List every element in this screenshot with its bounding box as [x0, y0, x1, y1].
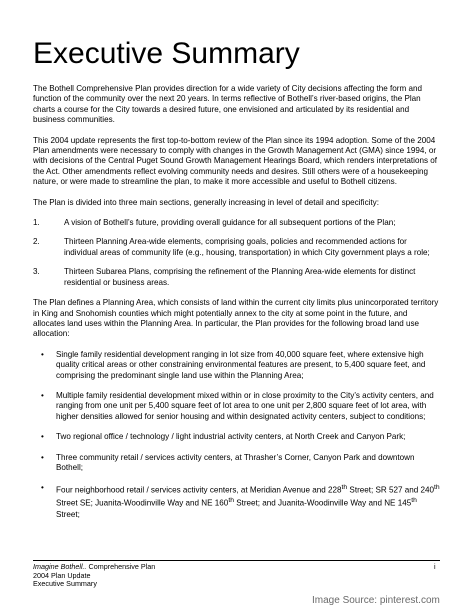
bullet-item	[41, 483, 441, 520]
bullet-item	[41, 453, 441, 474]
footer-divider	[33, 560, 440, 561]
bullet-text	[56, 483, 441, 520]
item-text: Thirteen Planning Area-wide elements, comprising goals, policies and recommended actions for individual areas of community life (e.g., housing, transportation) in which City government plays a role;	[64, 237, 430, 257]
bullet-icon: •	[41, 390, 44, 400]
bullet-text-part: Street SE; Juanita-Woodinville Way and NE 160	[56, 499, 229, 509]
ordinal-suffix: th	[341, 484, 348, 492]
footer-italic-text: Imagine Bothell..	[33, 562, 87, 571]
numbered-list	[33, 218, 441, 288]
bullet-list	[33, 350, 441, 520]
bullet-icon: •	[41, 432, 44, 442]
bullet-text-part: Street; and Juanita-Woodinville Way and NE 145	[233, 499, 412, 509]
sections-intro-paragraph: The Plan is divided into three main sections, generally increasing in level of detail and specificity:	[33, 197, 379, 207]
update-paragraph: This 2004 update represents the first top-to-bottom review of the Plan since its 1994 adoption. Some of the 2004 Plan amendments were necessary to comply with changes in the Growth Management Act (GMA) since 1994, or with decisions of the Central Puget Sound Growth Management Hearings Board, which renders interpretations of the Act. Other amendments reflect evolving community needs and desires. Still others were of a housekeeping nature, or were made to streamline the plan, to make it more accessible and useful to Bothell citizens.	[33, 135, 438, 187]
ordinal-suffix: th	[434, 484, 440, 492]
bullet-icon: •	[41, 349, 44, 359]
bullet-item	[41, 432, 441, 442]
item-text: A vision of Bothell’s future, providing overall guidance for all subsequent portions of the Plan;	[64, 218, 396, 228]
bullet-text-part: Street;	[56, 509, 80, 519]
bullet-text: Multiple family residential development mixed within or in close proximity to the City’s activity centers, and ranging from one unit per 5,400 square feet of lot area to one unit per 2,800 square feet of lot area, with higher densities allowed for senior housing and within designated activity centers, subject to conditions;	[56, 390, 434, 421]
bullet-text: Three community retail / services activity centers, at Thrasher’s Corner, Canyon Park and downtown Bothell;	[56, 452, 415, 472]
page-footer	[33, 563, 155, 589]
numbered-item	[33, 218, 441, 228]
bullet-text: Two regional office / technology / light industrial activity centers, at North Creek and Canyon Park;	[56, 432, 406, 442]
ordinal-suffix: th	[411, 497, 417, 505]
bullet-icon: •	[41, 483, 44, 493]
bullet-item	[41, 391, 441, 422]
bullet-item	[41, 350, 441, 381]
bullet-icon: •	[41, 452, 44, 462]
bullet-text-part: Street; SR 527 and 240	[347, 486, 435, 496]
item-number: 3.	[33, 267, 40, 277]
footer-line-3: Executive Summary	[33, 579, 97, 589]
item-number: 1.	[33, 218, 40, 228]
numbered-item	[33, 267, 441, 288]
bullet-text: Single family residential development ranging in lot size from 40,000 square feet, where extensive high quality critical areas or other constraining environmental features are present, to 5,400 square feet, and comprising the predominant single land use within the Planning Area;	[56, 349, 426, 380]
numbered-item	[33, 237, 441, 258]
footer-text: Comprehensive Plan	[86, 562, 156, 571]
footer-line-2: 2004 Plan Update	[33, 570, 91, 580]
ordinal-suffix: th	[228, 497, 234, 505]
item-number: 2.	[33, 237, 40, 247]
planning-area-paragraph: The Plan defines a Planning Area, which consists of land within the current city limits plus unincorporated territory in King and Snohomish counties which might potentially annex to the city at some point in the future, and allocates land uses within the Planning Area. In particular, the Plan provides for the following broad land use allocation:	[33, 298, 439, 339]
page-number: i	[434, 562, 436, 571]
body-text	[33, 84, 441, 530]
intro-paragraph: The Bothell Comprehensive Plan provides direction for a wide variety of City decisions affecting the form and function of the community over the next 20 years. In terms reflective of Bothell’s river-based origins, the Plan charts a course for the City towards a desired future, one envisioned and articulated by its residential and business communities.	[33, 84, 422, 125]
page-title: Executive Summary	[33, 37, 300, 70]
image-source-watermark: Image Source: pinterest.com	[312, 595, 440, 606]
item-text: Thirteen Subarea Plans, comprising the refinement of the Planning Area-wide elements for distinct residential or business areas.	[64, 267, 416, 287]
bullet-text-part: Four neighborhood retail / services activity centers, at Meridian Avenue and 228	[56, 486, 342, 496]
